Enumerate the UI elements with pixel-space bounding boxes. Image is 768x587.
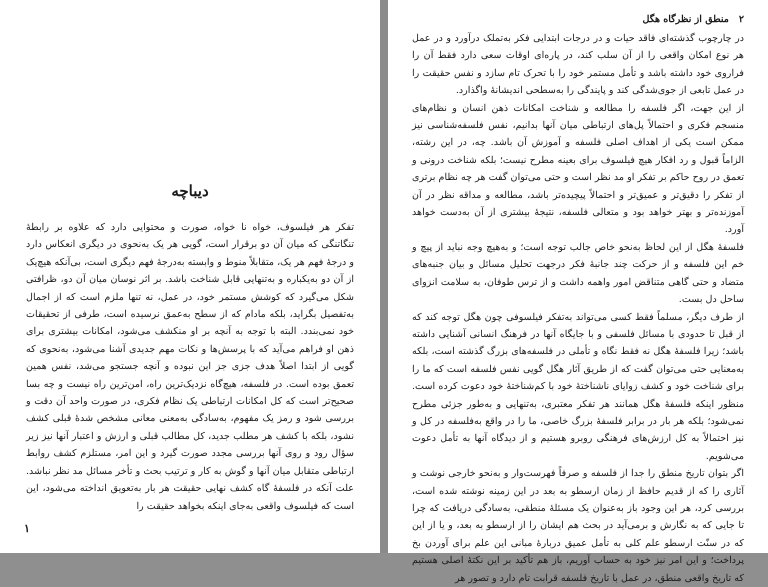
right-page-body — [412, 30, 744, 587]
left-page — [0, 0, 380, 553]
right-page — [388, 0, 768, 584]
book-gutter — [380, 0, 388, 553]
paragraph: از این جهت، اگر فلسفه را مطالعه و شناخت امکانات ذهن انسان و نظام‌های منسجم فکری و احتمالاً پل‌های ارتباطی میان آنها بدانیم، نفس فلسفه‌شناسی نیز ممکن است یکی از اهداف اصلی فلسفه و آموزش آن باشد. چه، در این رشته، الزاماً قبول و رد افکار هیچ فیلسوف برای بعینه مطرح نیست؛ بلکه شناخت درونی و تعمق در روح حاکم بر تفکر او مد نظر است و حتی می‌توان گفت هر چه نظام برتری از تفکر را دقیق‌تر و عمیق‌تر و احتمالاً پیچیده‌تر باشد، مطالعه و مداقه نظر در آن آموزنده‌تر و بهتر خواهد بود و متعالی فلسفه، نتیجهٔ بیشتری از آن به‌دست خواهد آورد. — [412, 102, 744, 236]
paragraph: از طرف دیگر، مسلماً فقط کسی می‌تواند به‌تفکر فیلسوفی چون هگل توجه کند که از قبل تا حدودی با مسائل فلسفی و با جایگاه آنها در فرهنگ انسانی آشنایی داشته باشد؛ زیرا فلسفهٔ هگل نه فقط نگاه و تأملی در فلسفه‌های بزرگ گذشته است، بلکه به‌معنایی حتی می‌توان گفت که از طریق آثار هگل گویی نفس فلسفه است که ما را برای شناخت خود و کشف زوایای ناشناختهٔ خود با کم‌شناختهٔ خود دعوت کرده است. منظور اینکه فلسفهٔ هگل همانند هر تفکر معتبری، به‌تنهایی و به‌طور جزئی مطرح نمی‌شود؛ بلکه هر بار در برابر فلسفهٔ بزرگ خاصی، ما را در واقع به‌فلسفه در کل و نیز احتمالاً به کل ارزش‌های فرهنگی روبرو هستیم و از دیدگاه آنها به تأمل دعوت می‌شویم. — [412, 311, 744, 462]
running-header — [412, 14, 744, 30]
paragraph: تفکر هر فیلسوف، خواه نا خواه، صورت و محتوایی دارد که علاوه بر رابطهٔ تنگاتنگی که میان آن دو برقرار است، گویی هر یک به‌نحوی در دیگری انعکاس دارد و درجهٔ فهم هر یک، متقابلاً منوط و وابسته به‌درجهٔ فهم دیگری است، بی‌آنکه هیچ‌یک از آن دو به‌یکباره و به‌تنهایی قابل شناخت باشد. بر اثر نوسان میان آن دو، ظرافتی شکل می‌گیرد که کوشش مستمر خود، در عمل، نه تنها ملزم است که از اجمال به‌تفصیل بگراید، بلکه مادام که از سطح به‌عمق نرسیده است، طرفی از تحقیقات خود نمی‌بندد. البته با توجه به آنچه بر او منکشف می‌شود، امکانات بیشتری برای ذهن او فراهم می‌آید که با پرسش‌ها و نکات مهم جدیدی آشنا می‌شود، به‌نحوی که گویی از ابتدا اصلاً هدف جزی جز این نبوده و آنچه جستجو می‌شد، نفس همین تعمق بوده است. در فلسفه، هیچ‌گاه نزدیک‌ترین راه، امن‌ترین راه نیست و چه بسا صحیح‌تر است که کل امکانات ارتباطی یک نظام فکری، در صورت واحد آن دقت و بررسی شود و رمز یک مفهوم، به‌سادگی به‌معنی معانی مشخص شدهٔ قبلی کشف نشود، بلکه با کشف هر مطلب جدید، کل مطالب قبلی و ارزش و اعتبار آنها نیز زیر سؤال رود و روی آنها بررسی مجدد صورت گیرد و این امر، مستلزم کشف روابط ارتباطی متقابل میان آنها و گوش به کار و ترتیب بحث و تأخر مسائل مد نظر نباشد. علت آنکه در فلسفهٔ گاه کشف نهایی حقیقت هر بار به‌تعویق انداخته می‌شود، این است که فیلسوف واقعی به‌جای اینکه بخواهد حقیقت را — [26, 222, 354, 512]
paragraph: فلسفهٔ هگل از این لحاظ به‌نحو خاص جالب توجه است؛ و به‌هیچ وجه نباید از پیچ و خم این فلسفه و از حرکت چند جانبهٔ فکر درجهت تحلیل مسائل و بیان جنبه‌های متضاد و حتی گاهی متناقض امور واهمه داشت و از ترس طوفان، به سلامت انزوای ساحل دل بست. — [412, 241, 744, 306]
left-page-body — [26, 219, 354, 515]
chapter-title: دیباچه — [171, 182, 209, 200]
header-title: منطق از نظرگاه هگل — [642, 14, 729, 25]
paragraph: در چارچوب گذشته‌ای فاقد حیات و در درجات ابتدایی فکر به‌تملک درآورد و در عمل هر نوع امکان واقعی را از آن سلب کند، در پاره‌ای اوقات سعی دارد فقط آن را فراروی خود داشته باشد و تأمل مستمر خود را با تحرک تام سازد و نفس حقیقت را در عمل تابعی از جوی‌شدگی کند و پایندگی را به‌سطحی اندیشانهٔ واگذارد. — [412, 33, 744, 97]
page-number: ۱ — [24, 522, 30, 535]
header-page-number: ۲ — [738, 14, 744, 25]
paragraph: اگر بتوان تاریخ منطق را جدا از فلسفه و صرفاً فهرست‌وار و به‌نحو خارجی نوشت و آثاری را که از قدیم حافظ از زمان ارسطو به بعد در این زمینه نوشته شده است، بررسی کرد، هر این وجود باز به‌عنوان یک مسئلهٔ منطقی، به‌سادگی دریافت که چرا تا جایی که به نگارش و برمی‌آید در بحث هم ایشان را از ارسطو به بعد، و یا از این که در سنّت ارسطو علم کلی به تأمل عمیق دربارهٔ مبانی این علم برای آوردن بخ پرداخت؛ و این امر نیز خود به‌ حساب آوریم، باز هم تأکید بر این نکتهٔ اصلی هستیم که تاریخ واقعی منطق، در عمل با تاریخ فلسفه قرابت تام دارد و تصور هر — [412, 468, 744, 584]
